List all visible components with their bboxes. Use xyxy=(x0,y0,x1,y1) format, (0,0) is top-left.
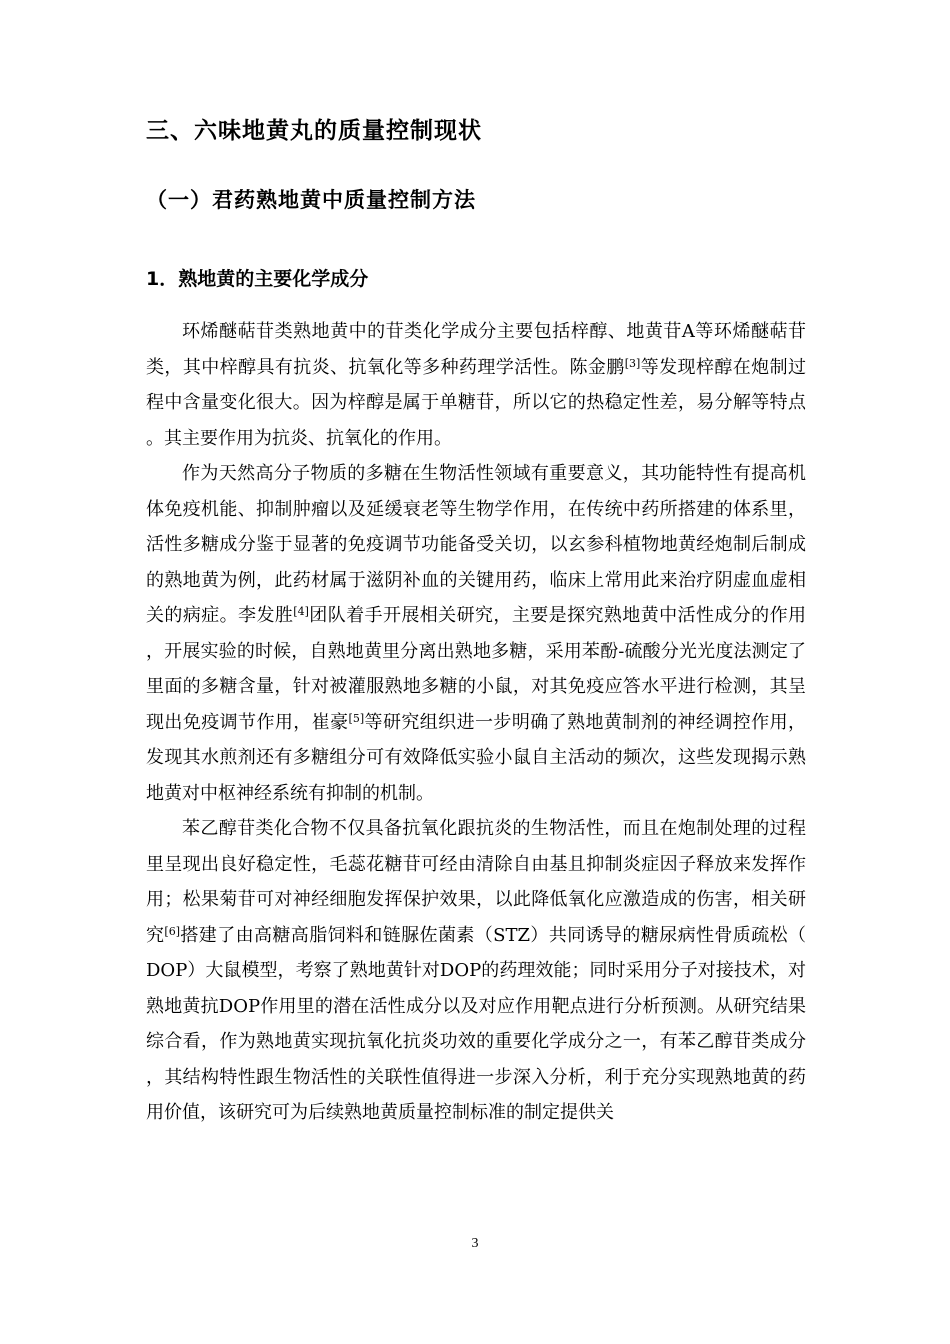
body-text xyxy=(146,314,806,1131)
page-number: 3 xyxy=(471,1236,479,1251)
section-heading: 三、六味地黄丸的质量控制现状 xyxy=(146,118,482,144)
paragraph-2-text-a: 作为天然高分子物质的多糖在生物活性领域有重要意义，其功能特性有提高机体免疫机能、抑制肿瘤以及延缓衰老等生物学作用，在传统中药所搭建的体系里，活性多糖成分鉴于显著的免疫调节功能备受关切，以玄参科植物地黄经炮制后制成的熟地黄为例，此药材属于滋阴补血的关键用药，临床上常用此来治疗阴虚血虚相关的病症。李发胜 xyxy=(146,463,806,626)
paragraph-3 xyxy=(146,811,806,1131)
citation-4: [4] xyxy=(293,605,309,618)
subsubsection-heading: 1．熟地黄的主要化学成分 xyxy=(146,268,369,290)
paragraph-1 xyxy=(146,314,806,456)
paragraph-1-text-b: 等发现梓醇在炮制过程中含量变化很大。因为梓醇是属于单糖苷，所以它的热稳定性差，易分解等特点。其主要作用为抗炎、抗氧化的作用。 xyxy=(146,356,807,449)
citation-5: [5] xyxy=(348,711,365,725)
paragraph-3-text-a: 苯乙醇苷类化合物不仅具备抗氧化跟抗炎的生物活性，而且在炮制处理的过程里呈现出良好稳定性，毛蕊花糖苷可经由清除自由基且抑制炎症因子释放来发挥作用；松果菊苷可对神经细胞发挥保护效果，以此降低氧化应激造成的伤害，相关研究 xyxy=(146,818,806,946)
paragraph-2 xyxy=(146,456,806,811)
paragraph-1-text-a: 环烯醚萜苷类熟地黄中的苷类化学成分主要包括梓醇、地黄苷A等环烯醚萜苷类，其中梓醇具有抗炎、抗氧化等多种药理学活性。陈金鹏 xyxy=(146,321,806,378)
paragraph-3-text-b: 搭建了由高糖高脂饲料和链脲佐菌素（STZ）共同诱导的糖尿病性骨质疏松（DOP）大鼠模型，考察了熟地黄针对DOP的药理效能；同时采用分子对接技术，对熟地黄抗DOP作用里的潜在活性成分以及对应作用靶点进行分析预测。从研究结果综合看，作为熟地黄实现抗氧化抗炎功效的重要化学成分之一，有苯乙醇苷类成分，其结构特性跟生物活性的关联性值得进一步深入分析，利于充分实现熟地黄的药用价值，该研究可为后续熟地黄质量控制标准的制定提供关 xyxy=(146,924,807,1123)
subsection-heading: （一）君药熟地黄中质量控制方法 xyxy=(146,188,476,212)
citation-6: [6] xyxy=(164,924,180,938)
citation-3: [3] xyxy=(624,356,641,370)
paragraph-2-text-b: 团队着手开展相关研究，主要是探究熟地黄中活性成分的作用，开展实验的时候，自熟地黄里分离出熟地多糖，采用苯酚-硫酸分光光度法测定了里面的多糖含量，针对被灌服熟地多糖的小鼠，对其免疫应答水平进行检测，其呈现出免疫调节作用，崔豪 xyxy=(146,605,807,733)
paragraph-2-text-c: 等研究组织进一步明确了熟地黄制剂的神经调控作用，发现其水煎剂还有多糖组分可有效降低实验小鼠自主活动的频次，这些发现揭示熟地黄对中枢神经系统有抑制的机制。 xyxy=(146,711,807,804)
